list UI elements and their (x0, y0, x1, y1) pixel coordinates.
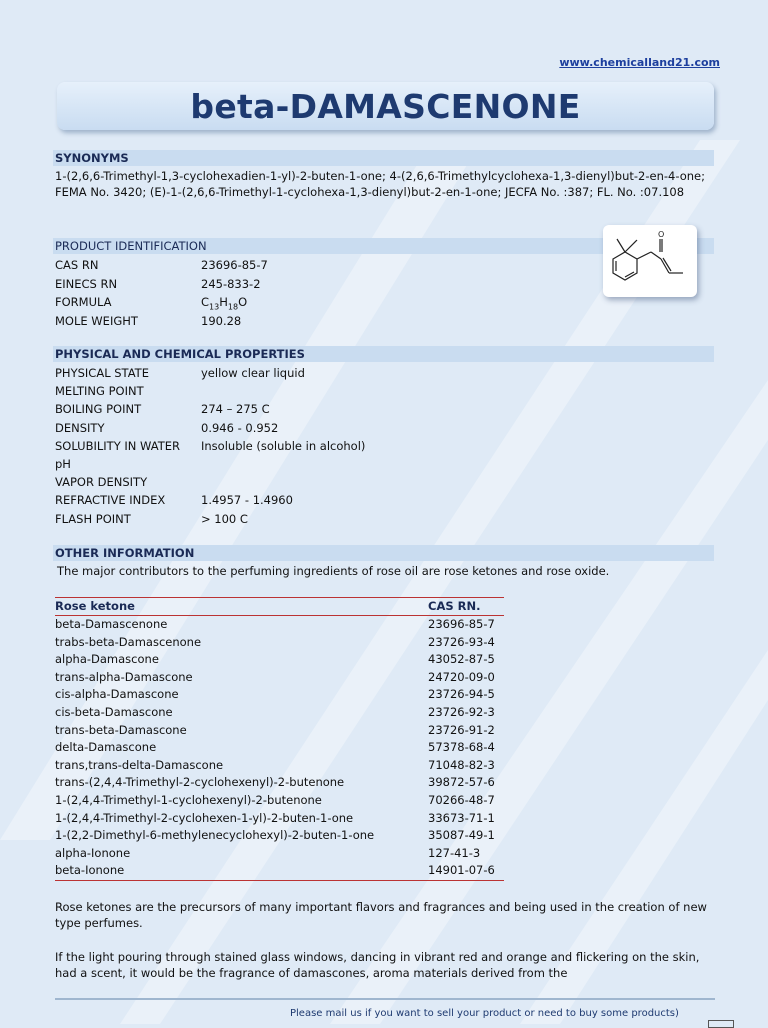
footer-divider (55, 998, 715, 1000)
property-row (55, 512, 555, 530)
table-row (55, 704, 504, 722)
table-row (55, 792, 504, 810)
ketone-name: cis-beta-Damascone (55, 704, 173, 719)
svg-text:O: O (658, 230, 665, 239)
footer-contact-text: Please mail us if you want to sell your product or need to buy some products) (290, 1008, 679, 1019)
table-row (55, 845, 504, 863)
property-key: FORMULA (55, 295, 112, 309)
table-row (55, 634, 504, 652)
property-value: 274 – 275 C (201, 402, 270, 417)
property-key: CAS RN (55, 258, 99, 272)
ketone-cas: 43052-87-5 (428, 652, 495, 667)
property-row (55, 295, 555, 313)
table-row (55, 669, 504, 687)
ketone-cas: 23726-93-4 (428, 634, 495, 649)
property-row (55, 439, 555, 457)
damascones-paragraph: If the light pouring through stained glass windows, dancing in vibrant red and orange and flickering on the skin, had a scent, it would be the fragrance of damascones, aroma materials derived from the (55, 950, 700, 980)
ketone-cas: 70266-48-7 (428, 792, 495, 807)
ketone-name: beta-Damascenone (55, 617, 168, 631)
table-row (55, 862, 504, 881)
ketone-cas: 23726-91-2 (428, 722, 495, 737)
property-row (55, 366, 555, 384)
property-key: DENSITY (55, 420, 105, 435)
other-information-intro: The major contributors to the perfuming ingredients of rose oil are rose ketones and rose oxide. (57, 564, 610, 578)
ketone-name: cis-alpha-Damascone (55, 687, 179, 702)
property-row (55, 457, 555, 475)
property-value: Insoluble (soluble in alcohol) (201, 438, 366, 453)
synonyms-heading: SYNONYMS (53, 150, 714, 166)
ketone-name: trans-beta-Damascone (55, 722, 187, 737)
property-value: yellow clear liquid (201, 366, 305, 380)
table-row (55, 757, 504, 775)
ketone-name: delta-Damascone (55, 740, 157, 755)
property-value: 1.4957 - 1.4960 (201, 493, 293, 508)
ketone-name: trans,trans-delta-Damascone (55, 757, 224, 772)
ketone-cas: 35087-49-1 (428, 828, 495, 843)
rose-ketones-paragraph: Rose ketones are the precursors of many important flavors and fragrances and being used in the creation of new type perfumes. (55, 900, 707, 930)
table-row (55, 616, 504, 634)
title-banner (57, 82, 714, 130)
ketone-cas: 57378-68-4 (428, 740, 495, 755)
property-key: SOLUBILITY IN WATER (55, 438, 181, 453)
ketone-cas: 14901-07-6 (428, 863, 495, 878)
synonyms-text: 1-(2,6,6-Trimethyl-1,3-cyclohexadien-1-yl)-2-buten-1-one; 4-(2,6,6-Trimethylcyclohexa-1,3-dienyl)but-2-en-4-one; FEMA No. 3420; (E)-1-(2,6,6-Trimethyl-1-cyclohexa-1,3-dienyl)but-2-en-1-one; JECFA No. :387; FL. No. :07.108 (55, 169, 705, 199)
other-information-heading: OTHER INFORMATION (53, 545, 714, 561)
property-row (55, 493, 555, 511)
ketone-name: 1-(2,2-Dimethyl-6-methylenecyclohexyl)-2-buten-1-one (55, 828, 375, 843)
table-header (55, 597, 504, 616)
ketone-name: alpha-Ionone (55, 845, 131, 860)
property-value: 23696-85-7 (201, 258, 268, 272)
formula-value: $C_{13}H_{18}O$ (201, 295, 248, 312)
property-key: BOILING POINT (55, 402, 142, 417)
property-row (55, 475, 555, 493)
product-identification-heading: PRODUCT IDENTIFICATION (53, 238, 714, 254)
property-row (55, 421, 555, 439)
website-link[interactable]: www.chemicalland21.com (559, 56, 720, 69)
property-value: > 100 C (201, 511, 248, 526)
ketone-cas: 23726-92-3 (428, 704, 495, 719)
property-key: VAPOR DENSITY (55, 475, 148, 490)
property-key: PHYSICAL STATE (55, 366, 149, 380)
molecule-structure-image (603, 225, 697, 297)
ketone-name: trabs-beta-Damascenone (55, 634, 202, 649)
table-row (55, 722, 504, 740)
physical-properties-heading: PHYSICAL AND CHEMICAL PROPERTIES (53, 346, 714, 362)
property-key: EINECS RN (55, 276, 118, 291)
column-header-cas-rn: CAS RN. (428, 599, 481, 613)
property-row (55, 402, 555, 420)
property-row (55, 258, 555, 276)
ketone-name: 1-(2,4,4-Trimethyl-1-cyclohexenyl)-2-butenone (55, 792, 322, 807)
ketone-cas: 33673-71-1 (428, 810, 495, 825)
property-value: 245-833-2 (201, 276, 261, 291)
ketone-cas: 24720-09-0 (428, 669, 495, 684)
ketone-name: trans-(2,4,4-Trimethyl-2-cyclohexenyl)-2-butenone (55, 775, 345, 790)
table-row (55, 827, 504, 845)
ketone-cas: 23696-85-7 (428, 617, 495, 631)
table-row (55, 686, 504, 704)
ketone-cas: 127-41-3 (428, 845, 481, 860)
molecule-structure-icon (603, 225, 697, 297)
table-row (55, 651, 504, 669)
column-header-rose-ketone: Rose ketone (55, 599, 135, 613)
property-value: 0.946 - 0.952 (201, 420, 279, 435)
property-key: REFRACTIVE INDEX (55, 493, 166, 508)
property-row (55, 384, 555, 402)
property-key: FLASH POINT (55, 511, 131, 526)
property-row (55, 277, 555, 295)
property-key: MOLE WEIGHT (55, 313, 138, 328)
property-row (55, 314, 555, 332)
table-row (55, 739, 504, 757)
ketone-name: alpha-Damascone (55, 652, 159, 667)
property-key: MELTING POINT (55, 384, 144, 399)
ketone-cas: 39872-57-6 (428, 775, 495, 790)
ketone-name: beta-Ionone (55, 863, 125, 878)
ketone-name: trans-alpha-Damascone (55, 669, 193, 684)
property-value: 190.28 (201, 313, 242, 328)
ketone-name: 1-(2,4,4-Trimethyl-2-cyclohexen-1-yl)-2-buten-1-one (55, 810, 354, 825)
ketone-cas: 23726-94-5 (428, 687, 495, 702)
ketone-cas: 71048-82-3 (428, 757, 495, 772)
page-corner-box (708, 1020, 734, 1028)
table-row (55, 810, 504, 828)
page-title: beta-DAMASCENONE (190, 86, 581, 126)
property-key: pH (55, 457, 71, 471)
rose-ketone-table (55, 597, 504, 881)
table-row (55, 774, 504, 792)
